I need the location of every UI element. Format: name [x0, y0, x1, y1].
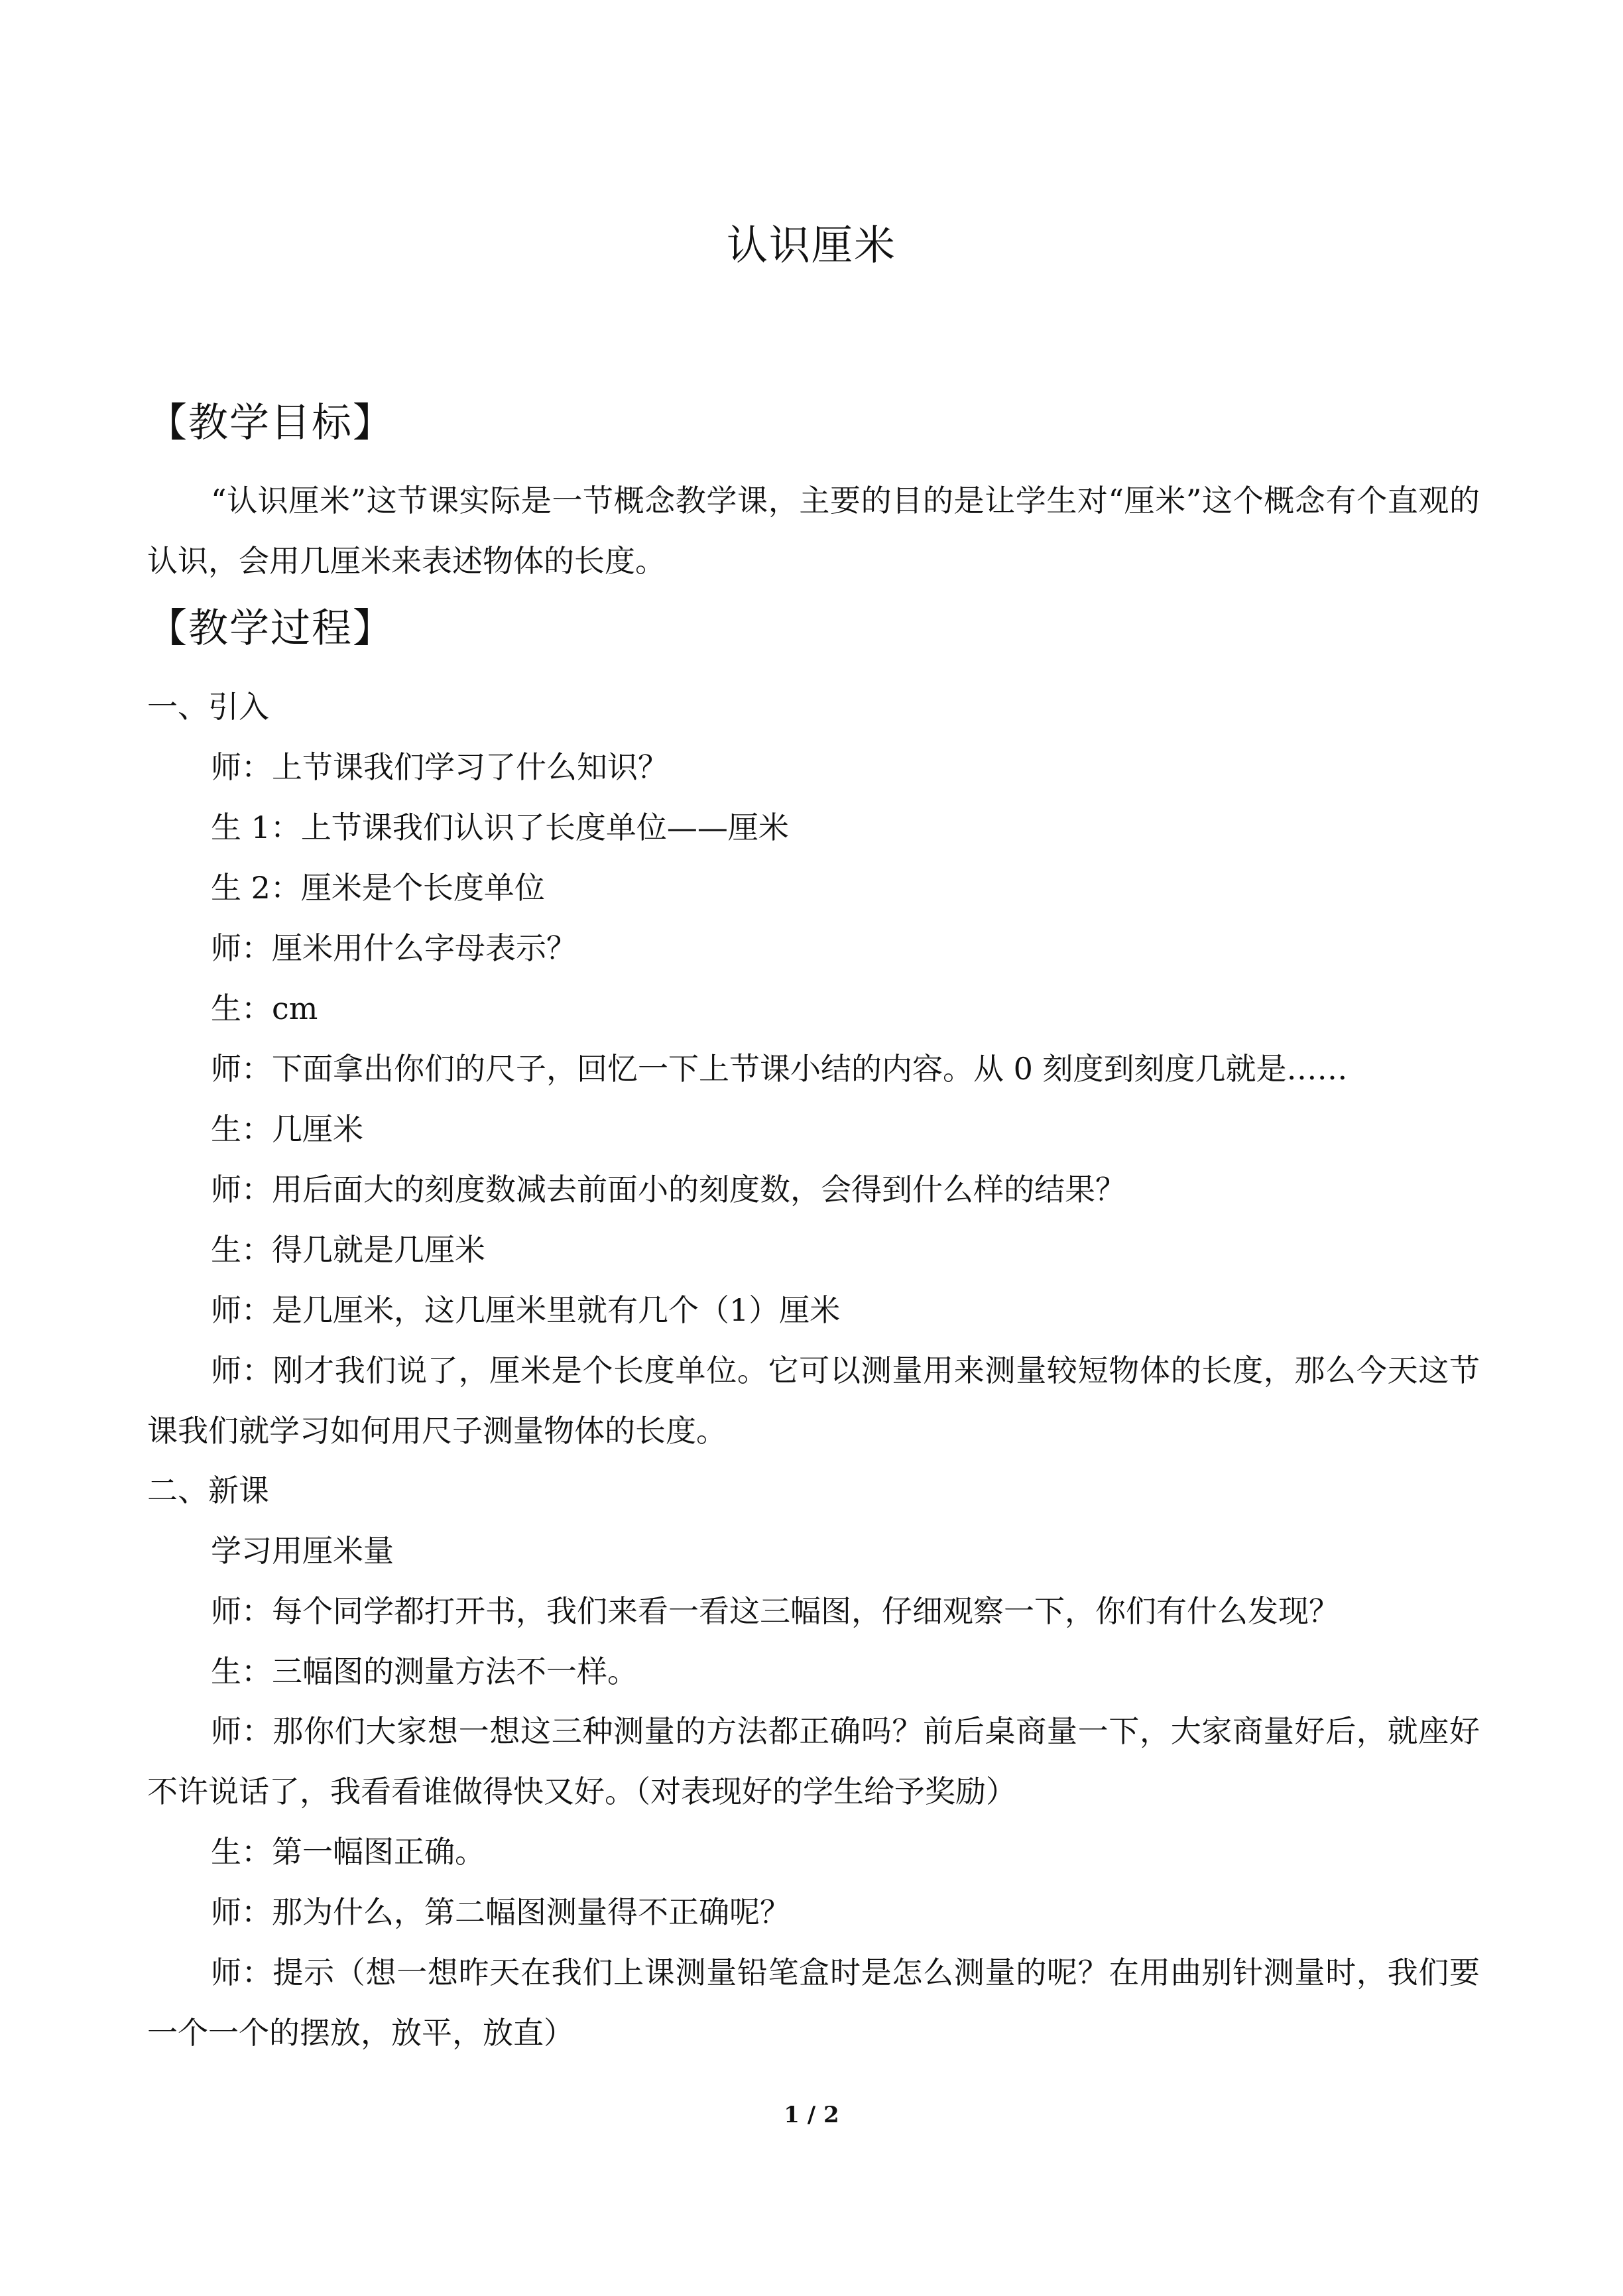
dialogue-line: 生：cm	[211, 991, 318, 1026]
dialogue-line: 师：下面拿出你们的尺子，回忆一下上节课小结的内容。从 0 刻度到刻度几就是……	[211, 1051, 1348, 1087]
dialogue-paragraph: 师：刚才我们说了，厘米是个长度单位。它可以测量用来测量较短物体的长度，那么今天这节课我们就学习如何用尺子测量物体的长度。	[147, 1353, 1480, 1449]
page-number: 1 / 2	[784, 2102, 839, 2128]
dialogue-line: 师：上节课我们学习了什么知识？	[211, 749, 668, 785]
dialogue-line: 师：是几厘米，这几厘米里就有几个（1）厘米	[211, 1292, 841, 1328]
dialogue-line: 师：每个同学都打开书，我们来看一看这三幅图，仔细观察一下，你们有什么发现？	[211, 1593, 1339, 1629]
dialogue-line: 生：得几就是几厘米	[211, 1232, 485, 1268]
dialogue-line: 生：第一幅图正确。	[211, 1834, 485, 1870]
section-heading-process: 【教学过程】	[147, 605, 394, 652]
dialogue-line: 生：几厘米	[211, 1111, 363, 1147]
part-title-intro: 一、引入	[147, 689, 269, 725]
objectives-paragraph: “认识厘米”这节课实际是一节概念教学课，主要的目的是让学生对“厘米”这个概念有个直观的认识，会用几厘米来表述物体的长度。	[147, 483, 1480, 579]
dialogue-line: 生：三幅图的测量方法不一样。	[211, 1654, 638, 1689]
dialogue-line: 师：那为什么，第二幅图测量得不正确呢？	[211, 1894, 790, 1930]
section-heading-objectives: 【教学目标】	[147, 400, 394, 446]
dialogue-paragraph: 师：那你们大家想一想这三种测量的方法都正确吗？前后桌商量一下，大家商量好后，就座好不许说话了，我看看谁做得快又好。（对表现好的学生给予奖励）	[147, 1713, 1480, 1809]
dialogue-line: 生 2：厘米是个长度单位	[211, 870, 545, 906]
dialogue-line: 学习用厘米量	[211, 1533, 394, 1569]
dialogue-line: 师：用后面大的刻度数减去前面小的刻度数，会得到什么样的结果？	[211, 1172, 1126, 1207]
dialogue-line: 师：厘米用什么字母表示？	[211, 930, 577, 966]
part-title-new-lesson: 二、新课	[147, 1473, 269, 1508]
document-title: 认识厘米	[726, 221, 896, 269]
dialogue-paragraph: 师：提示（想一想昨天在我们上课测量铅笔盒时是怎么测量的呢？在用曲别针测量时，我们要一个一个的摆放，放平，放直）	[147, 1955, 1480, 2051]
dialogue-line: 生 1：上节课我们认识了长度单位——厘米	[211, 810, 789, 845]
